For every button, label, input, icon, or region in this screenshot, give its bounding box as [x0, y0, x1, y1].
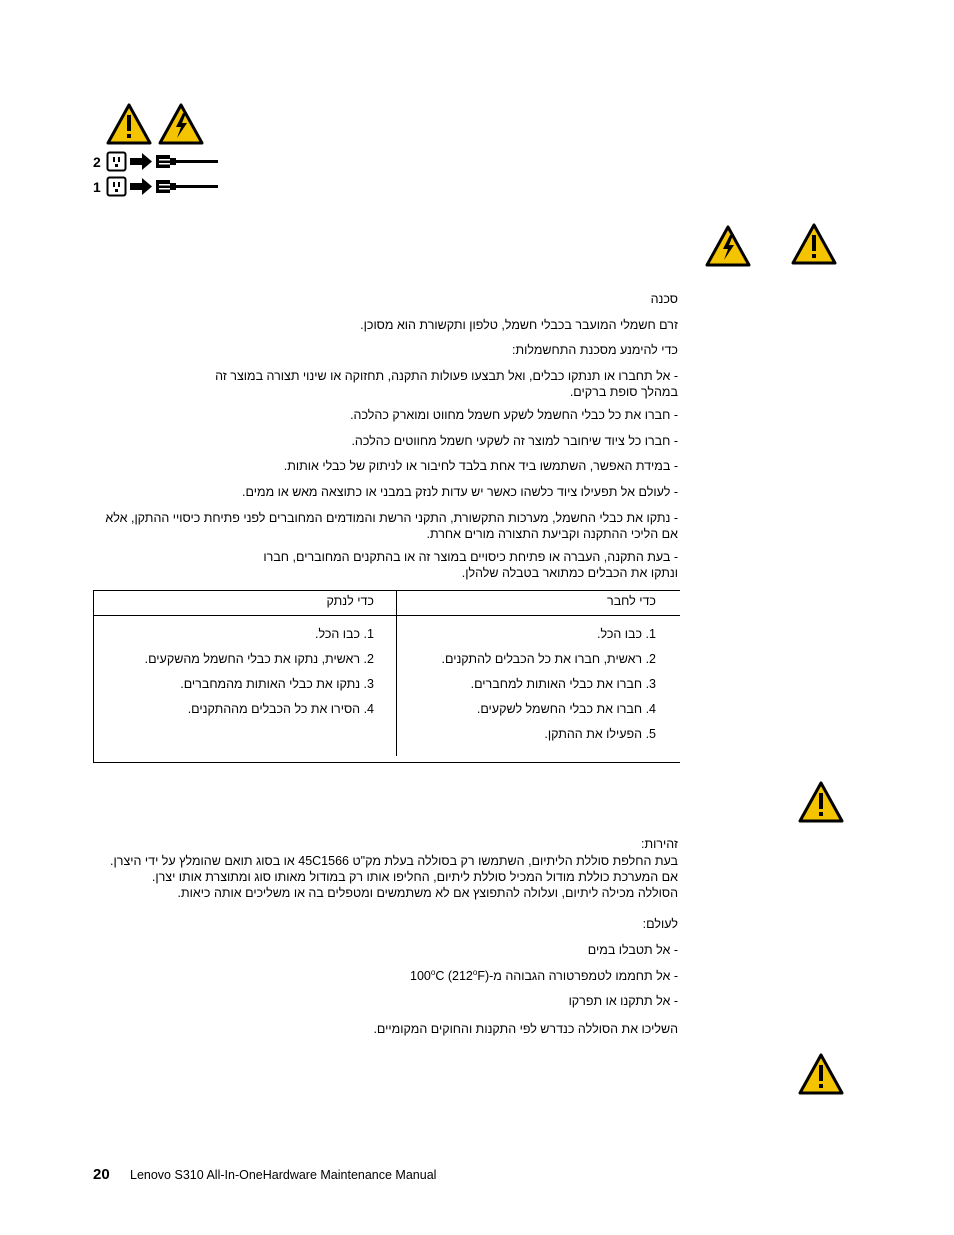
caution-line: אם המערכת כוללת מודול המכיל סוללת ליתיום, החליפו אותו רק במודול מאותו סוג ומתוצרת אותו יצרן.	[151, 870, 678, 884]
disconnect-step: 4. הסירו את כל הכבלים מההתקנים.	[187, 702, 374, 716]
danger-intro: זרם חשמלי המועבר בכבלי חשמל, טלפון ותקשורת הוא מסוכן.	[360, 318, 678, 332]
bullet-item: - נתקו את כבלי החשמל, מערכות התקשורת, התקני הרשת והמודמים המחוברים לפני פתיחת כיסויי ההתקן, אלא אם הליכי ההתקנה וקביעת התצורה מורים אחרת.	[105, 511, 678, 541]
plug-label-1: 1	[93, 179, 101, 195]
disconnect-step: 1. כבו הכל.	[315, 627, 374, 641]
never-item: - אל תתקנו או תפרקו	[568, 994, 678, 1008]
fahrenheit-open: (212	[447, 969, 473, 983]
connect-header: כדי לחבר	[607, 594, 656, 608]
disconnect-step: 2. ראשית, נתקו את כבלי החשמל מהשקעים.	[144, 652, 374, 666]
degree-mark: o	[472, 967, 478, 977]
connect-step: 1. כבו הכל.	[597, 627, 656, 641]
power-plug-icon	[106, 150, 220, 174]
fahrenheit-close: F)	[477, 969, 490, 983]
electrical-hazard-icon	[158, 102, 204, 146]
caution-icon	[797, 780, 845, 824]
never-item-text: - אל תחממו לטמפרטורה הגבוהה מ-100	[410, 969, 678, 983]
connect-step: 2. ראשית, חברו את כל הכבלים להתקנים.	[441, 652, 656, 666]
bullet-item: - לעולם אל תפעילו ציוד כלשהו כאשר יש עדות לנזק במבני או כתוצאה מאש או ממים.	[242, 485, 678, 499]
electrical-hazard-icon	[704, 224, 752, 268]
disconnect-step: 3. נתקו את כבלי האותות מהמחברים.	[180, 677, 374, 691]
bullet-item: - אל תחברו או תנתקו כבלים, ואל תבצעו פעולות התקנה, תחזוקה או שינוי תצורה במוצר זה במהלך סופת ברקים.	[215, 369, 678, 399]
caution-icon	[106, 102, 152, 146]
bullet-item: - בעת התקנה, העברה או פתיחת כיסויים במוצר זה או בהתקנים המחוברים, חברו ונתקו את הכבלים כמתואר בטבלה שלהלן.	[263, 550, 678, 580]
bullet-item: - במידת האפשר, השתמשו ביד אחת בלבד לחיבור או לניתוק של כבלי אותות.	[283, 459, 678, 473]
caution-icon	[790, 222, 838, 266]
never-title: לעולם:	[642, 917, 678, 931]
celsius-unit: C	[435, 969, 445, 983]
dispose-text: השליכו את הסוללה כנדרש לפי התקנות והחוקים המקומיים.	[373, 1022, 678, 1036]
never-item-temperature	[410, 968, 678, 984]
disconnect-header: כדי לנתק	[326, 594, 374, 608]
caution-icon	[797, 1052, 845, 1096]
plug-label-2: 2	[93, 154, 101, 170]
danger-heading: סכנה	[650, 292, 678, 306]
caution-line: הסוללה מכילה ליתיום, ועלולה להתפוצץ אם לא משתמשים ומטפלים בה או משליכים אותה כיאות.	[177, 886, 678, 900]
connect-step: 5. הפעילו את ההתקן.	[544, 727, 656, 741]
bullet-item: - חברו את כל כבלי החשמל לשקע חשמל מחווט ומוארק כהלכה.	[350, 408, 678, 422]
bullet-item: - חברו כל ציוד שיחובר למוצר זה לשקעי חשמל מחווטים כהלכה.	[351, 434, 678, 448]
degree-mark: o	[430, 967, 436, 977]
caution-title: זהירות:	[641, 837, 678, 851]
connect-step: 4. חברו את כבלי החשמל לשקעים.	[476, 702, 656, 716]
page-number: 20	[93, 1166, 110, 1183]
manual-title: Lenovo S310 All-In-OneHardware Maintenance Manual	[130, 1168, 437, 1182]
avoid-title: כדי להימנע מסכנת התחשמלות:	[511, 343, 678, 357]
never-item: - אל תטבלו במים	[587, 943, 678, 957]
connect-step: 3. חברו את כבלי האותות למחברים.	[470, 677, 656, 691]
caution-line: בעת החלפת סוללת הליתיום, השתמשו רק בסוללה בעלת מק"ט 45C1566 או בסוג תואם שהומלץ על ידי היצרן.	[110, 854, 678, 868]
power-plug-icon	[106, 175, 220, 199]
